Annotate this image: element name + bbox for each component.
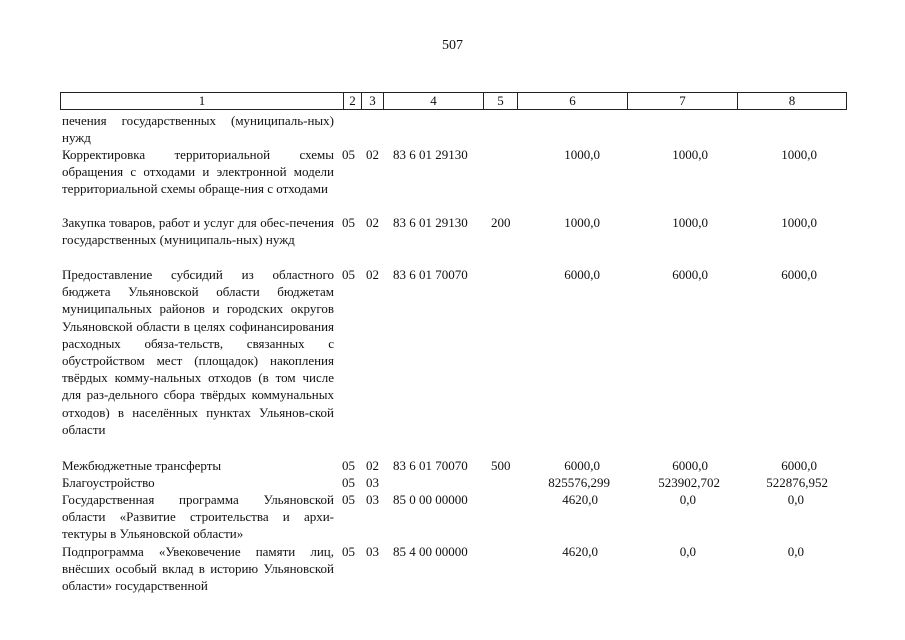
row-7-section: 05: [342, 544, 355, 559]
row-7-value-7: 0,0: [679, 544, 696, 559]
row-7-value-8: 0,0: [787, 544, 804, 559]
row-7-value-6: 4620,0: [562, 544, 598, 559]
row-1-subsection: 02: [366, 147, 379, 162]
row-1-section: 05: [342, 147, 355, 162]
row-2-section: 05: [342, 215, 355, 230]
row-7-subsection: 03: [366, 544, 379, 559]
row-3-target-code: 83 6 01 70070: [393, 267, 468, 282]
row-4-value-6: 6000,0: [564, 458, 600, 473]
row-2-value-7: 1000,0: [672, 215, 708, 230]
row-4-expense-type: 500: [491, 458, 511, 473]
header-col-8: 8: [788, 93, 796, 108]
row-4-value-7: 6000,0: [672, 458, 708, 473]
row-2-value-8: 1000,0: [781, 215, 817, 230]
row-4-description: Межбюджетные трансферты: [62, 458, 222, 473]
header-col-6: 6: [518, 93, 628, 109]
row-4-value-8: 6000,0: [781, 458, 817, 473]
row-3-description: Предоставление субсидий из областного бюджета Ульяновской области бюджетам муниципальных районов и городских округов Ульяновской области в целях софинансирования расходных обяза-тельств, связанных с обустройством мест (площадок) накопления твёрдых комму-нальных отходов (в том числе для раз-дельного сбора твёрдых коммунальных отходов) в населённых пунктах Ульянов-ской области: [62, 267, 334, 437]
header-col-5: 5: [484, 93, 518, 109]
row-6-target-code: 85 0 00 00000: [393, 492, 468, 507]
row-5-subsection: 03: [366, 475, 379, 490]
row-2-expense-type: 200: [491, 215, 511, 230]
row-3-subsection: 02: [366, 267, 379, 282]
row-2-description: Закупка товаров, работ и услуг для обес-печения государственных (муниципаль-ных) нужд: [62, 215, 334, 248]
row-6-subsection: 03: [366, 492, 379, 507]
row-3-value-6: 6000,0: [564, 267, 600, 282]
row-6-value-7: 0,0: [679, 492, 696, 507]
row-3-value-7: 6000,0: [672, 267, 708, 282]
header-col-4: 4: [384, 93, 484, 109]
row-7-target-code: 85 4 00 00000: [393, 544, 468, 559]
row-5-value-8: 522876,952: [766, 475, 828, 490]
header-col-2: 2: [344, 93, 362, 109]
row-4-target-code: 83 6 01 70070: [393, 458, 468, 473]
row-2-value-6: 1000,0: [564, 215, 600, 230]
row-4-subsection: 02: [366, 458, 379, 473]
row-5-section: 05: [342, 475, 355, 490]
header-col-1: 1: [61, 93, 344, 109]
row-1-value-6: 1000,0: [564, 147, 600, 162]
header-col-7: 7: [628, 93, 738, 109]
row-1-description: Корректировка территориальной схемы обращения с отходами и электронной модели территориальной схемы обраще-ния с отходами: [62, 147, 334, 197]
row-1-value-8: 1000,0: [781, 147, 817, 162]
row-4-section: 05: [342, 458, 355, 473]
row-6-value-8: 0,0: [787, 492, 804, 507]
header-col-3: 3: [362, 93, 384, 109]
row-5-value-7: 523902,702: [658, 475, 720, 490]
page-number: 507: [442, 38, 463, 53]
row-5-value-6: 825576,299: [548, 475, 610, 490]
row-0-description: печения государственных (муниципаль-ных) нужд: [62, 113, 334, 146]
row-3-section: 05: [342, 267, 355, 282]
row-2-subsection: 02: [366, 215, 379, 230]
row-2-target-code: 83 6 01 29130: [393, 215, 468, 230]
row-5-description: Благоустройство: [62, 475, 155, 490]
row-7-description: Подпрограмма «Увековечение памяти лиц, внёсших особый вклад в историю Ульяновской области» государственной: [62, 544, 334, 594]
table-header: [60, 92, 847, 110]
row-1-target-code: 83 6 01 29130: [393, 147, 468, 162]
row-6-description: Государственная программа Ульяновской области «Развитие строительства и архи-тектуры в Ульяновской области»: [62, 492, 334, 542]
row-6-section: 05: [342, 492, 355, 507]
row-6-value-6: 4620,0: [562, 492, 598, 507]
row-3-value-8: 6000,0: [781, 267, 817, 282]
row-1-value-7: 1000,0: [672, 147, 708, 162]
